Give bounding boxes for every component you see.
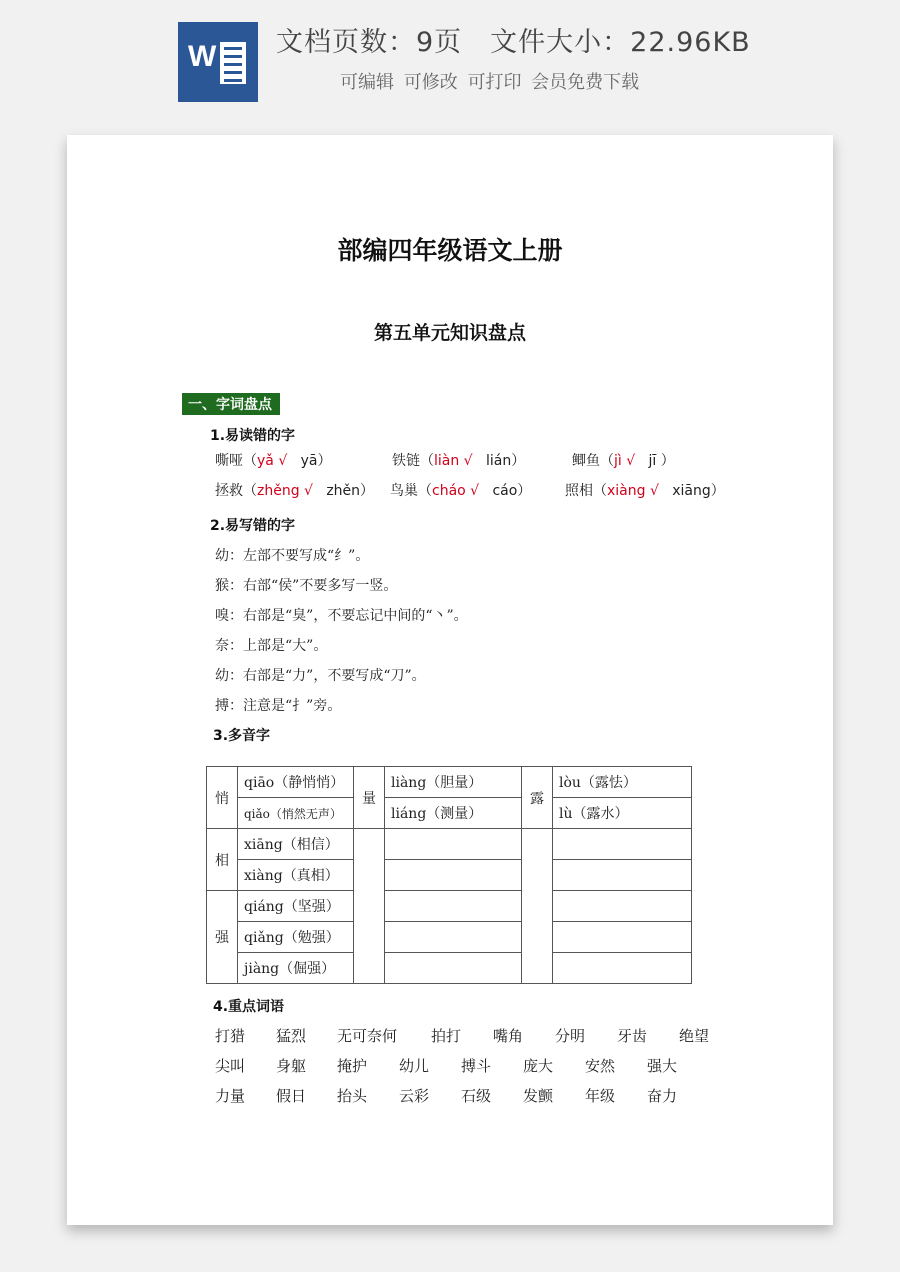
table-cell: liáng（测量） [385, 798, 522, 829]
keyword: 搏斗 [461, 1057, 492, 1075]
keyword: 身躯 [276, 1057, 307, 1075]
table-cell [553, 953, 692, 984]
subheading-keywords: 4.重点词语 [213, 999, 285, 1015]
table-cell: 强 [207, 891, 238, 984]
table-cell: qiāo（静悄悄） [238, 767, 354, 798]
writing-note: 嗅：右部是“臭”，不要忘记中间的“丶”。 [215, 608, 468, 624]
reading-item: 鸟巢（cháo √ cáo） [390, 483, 532, 499]
writing-note: 奈：上部是“大”。 [215, 638, 328, 654]
keyword: 强大 [647, 1057, 678, 1075]
document-subtitle: 第五单元知识盘点 [373, 322, 526, 344]
writing-note: 幼：左部不要写成“纟”。 [215, 548, 370, 564]
header-title: 文档页数：9页 文件大小：22.96KB [276, 27, 751, 58]
keyword: 力量 [215, 1087, 246, 1105]
keyword: 拍打 [431, 1027, 462, 1045]
table-cell: qiǎng（勉强） [238, 922, 354, 953]
keyword: 假日 [276, 1087, 307, 1105]
subheading-polyphone: 3.多音字 [213, 728, 271, 744]
table-cell [522, 829, 553, 984]
table-cell [553, 860, 692, 891]
document-title: 部编四年级语文上册 [337, 236, 563, 265]
keyword: 绝望 [679, 1027, 710, 1045]
table-cell: jiàng（倔强） [238, 953, 354, 984]
keyword: 抬头 [337, 1087, 368, 1105]
keyword: 嘴角 [493, 1027, 524, 1045]
table-cell: 露 [522, 767, 553, 829]
table-cell [553, 922, 692, 953]
reading-item: 鲫鱼（jì √ jī ） [572, 453, 675, 469]
keyword: 无可奈何 [337, 1027, 398, 1045]
word-icon: W [178, 22, 258, 102]
keyword: 安然 [585, 1057, 616, 1075]
table-cell [385, 953, 522, 984]
table-cell: xiàng（真相） [238, 860, 354, 891]
table-cell: xiāng（相信） [238, 829, 354, 860]
table-cell [385, 922, 522, 953]
table-cell: liàng（胆量） [385, 767, 522, 798]
keyword: 掩护 [337, 1057, 368, 1075]
keyword: 石级 [461, 1087, 492, 1105]
reading-item: 铁链（liàn √ lián） [392, 453, 526, 469]
section-heading: 一、字词盘点 [182, 393, 280, 415]
table-cell: 量 [354, 767, 385, 829]
reading-item: 拯救（zhěng √ zhěn） [215, 483, 375, 499]
keyword: 尖叫 [215, 1057, 246, 1075]
header-subtitle: 可编辑 可修改 可打印 会员免费下载 [340, 72, 640, 93]
reading-item: 嘶哑（yǎ √ yā） [215, 453, 332, 469]
writing-note: 搏：注意是“扌”旁。 [215, 698, 342, 714]
document-page [67, 135, 833, 1225]
reading-item: 照相（xiàng √ xiāng） [565, 483, 725, 499]
keyword: 猛烈 [276, 1027, 307, 1045]
table-cell [385, 891, 522, 922]
table-cell [385, 829, 522, 860]
subheading-misread: 1.易读错的字 [210, 428, 296, 444]
subheading-miswrite: 2.易写错的字 [210, 518, 296, 534]
keyword: 牙齿 [617, 1027, 648, 1045]
polyphone-table [206, 766, 692, 984]
keyword: 年级 [585, 1087, 616, 1105]
table-cell: lòu（露怯） [553, 767, 692, 798]
table-cell: qiǎo（悄然无声） [238, 798, 354, 829]
keyword: 庞大 [523, 1057, 554, 1075]
keyword: 发颤 [523, 1087, 554, 1105]
table-cell [354, 829, 385, 984]
keyword: 云彩 [399, 1087, 430, 1105]
writing-note: 幼：右部是“力”，不要写成“刀”。 [215, 668, 426, 684]
keyword: 幼儿 [399, 1057, 430, 1075]
writing-note: 猴：右部“侯”不要多写一竖。 [215, 578, 398, 594]
keyword: 分明 [555, 1027, 586, 1045]
keyword: 奋力 [647, 1087, 678, 1105]
table-cell: qiáng（坚强） [238, 891, 354, 922]
table-cell: 悄 [207, 767, 238, 829]
table-cell [553, 891, 692, 922]
keyword: 打猎 [215, 1027, 246, 1045]
table-cell [553, 829, 692, 860]
table-cell: lù（露水） [553, 798, 692, 829]
table-cell [385, 860, 522, 891]
table-cell: 相 [207, 829, 238, 891]
